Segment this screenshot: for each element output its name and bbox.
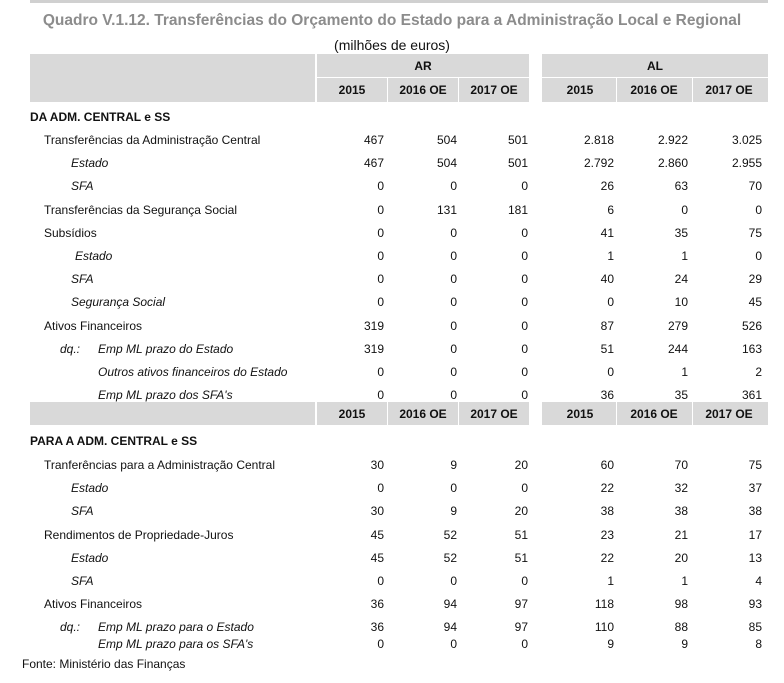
table-cell: 504: [436, 133, 457, 147]
table-cell: 0: [521, 295, 528, 309]
row-label: Transferências da Segurança Social: [44, 203, 237, 217]
table-cell: 1: [607, 249, 614, 263]
table-cell: 6: [607, 203, 614, 217]
source-note: Fonte: Ministério das Finanças: [22, 657, 186, 671]
table-cell: 0: [521, 365, 528, 379]
table-cell: 45: [370, 551, 384, 565]
table-cell: 0: [377, 272, 384, 286]
table-cell: 45: [370, 528, 384, 542]
table-cell: 26: [600, 179, 614, 193]
table-cell: 32: [674, 481, 688, 495]
table-cell: 60: [600, 458, 614, 472]
row-label: Estado: [71, 551, 109, 565]
table-cell: 10: [674, 295, 688, 309]
header-separator: [616, 78, 617, 102]
table-cell: 41: [600, 226, 614, 240]
table-cell: 0: [450, 365, 457, 379]
table-cell: 30: [370, 458, 384, 472]
row-label: Tranferências para a Administração Central: [44, 458, 275, 472]
table-cell: 467: [363, 133, 384, 147]
table-cell: 131: [436, 203, 457, 217]
table-cell: 97: [514, 620, 528, 634]
table-cell: 0: [450, 295, 457, 309]
table-title: Quadro V.1.12. Transferências do Orçamento do Estado para a Administração Local e Regional: [42, 12, 742, 29]
header-rule: [542, 77, 768, 78]
row-label: Emp ML prazo para o Estado: [98, 620, 254, 634]
table-cell: 501: [507, 133, 528, 147]
row-label: Rendimentos de Propriedade-Juros: [44, 528, 234, 542]
table-cell: 181: [507, 203, 528, 217]
table-cell: 23: [600, 528, 614, 542]
table-cell: 0: [450, 179, 457, 193]
year-header: 2015: [338, 407, 366, 421]
table-cell: 24: [674, 272, 688, 286]
row-label: Estado: [71, 156, 109, 170]
year-header: 2016 OE: [630, 83, 678, 97]
table-cell: 0: [755, 203, 762, 217]
table-cell: 1: [681, 249, 688, 263]
year-header: 2016 OE: [399, 407, 447, 421]
table-cell: 9: [681, 637, 688, 651]
table-cell: 36: [370, 620, 384, 634]
table-cell: 1: [681, 574, 688, 588]
year-header: 2016 OE: [630, 407, 678, 421]
table-cell: 98: [674, 597, 688, 611]
table-cell: 0: [450, 272, 457, 286]
section-heading-da: DA ADM. CENTRAL e SS: [30, 110, 171, 124]
row-prefix: dq.:: [60, 342, 81, 356]
table-cell: 93: [748, 597, 762, 611]
table-cell: 0: [521, 342, 528, 356]
table-cell: 9: [450, 458, 457, 472]
unit-caption: (milhões de euros): [334, 37, 450, 53]
table-cell: 8: [755, 637, 762, 651]
table-cell: 9: [607, 637, 614, 651]
table-cell: 9: [450, 504, 457, 518]
group-header-al: AL: [647, 59, 663, 73]
table-cell: 29: [748, 272, 762, 286]
table-cell: 2.955: [731, 156, 762, 170]
table-cell: 70: [748, 179, 762, 193]
row-label: Emp ML prazo do Estado: [98, 342, 234, 356]
table-cell: 51: [600, 342, 614, 356]
table-cell: 501: [507, 156, 528, 170]
year-header: 2016 OE: [399, 83, 447, 97]
table-cell: 2: [755, 365, 762, 379]
top-rule: [30, 0, 768, 3]
table-cell: 1: [607, 574, 614, 588]
table-cell: 0: [521, 388, 528, 402]
row-label: Subsídios: [44, 226, 97, 240]
table-cell: 0: [450, 226, 457, 240]
row-prefix: dq.:: [60, 620, 81, 634]
table-cell: 30: [370, 504, 384, 518]
row-label: Estado: [75, 249, 113, 263]
table-cell: 0: [377, 637, 384, 651]
row-label: Ativos Financeiros: [44, 319, 143, 333]
table-cell: 38: [674, 504, 688, 518]
table-cell: 244: [667, 342, 688, 356]
table-cell: 279: [667, 319, 688, 333]
table-cell: 38: [600, 504, 614, 518]
row-label: Emp ML prazo para os SFA's: [98, 637, 254, 651]
table-cell: 0: [377, 226, 384, 240]
table-cell: 0: [450, 388, 457, 402]
table-cell: 94: [443, 620, 457, 634]
table-cell: 0: [681, 203, 688, 217]
table-cell: 0: [521, 481, 528, 495]
table-cell: 21: [674, 528, 688, 542]
table-cell: 0: [450, 342, 457, 356]
table-cell: 63: [674, 179, 688, 193]
table-cell: 0: [521, 249, 528, 263]
row-label: Transferências da Administração Central: [44, 133, 261, 147]
table-cell: 20: [674, 551, 688, 565]
table-cell: 0: [521, 179, 528, 193]
table-cell: 319: [363, 319, 384, 333]
table-cell: 51: [514, 528, 528, 542]
table-cell: 0: [755, 249, 762, 263]
table-cell: 20: [514, 458, 528, 472]
table-cell: 51: [514, 551, 528, 565]
table-cell: 0: [521, 637, 528, 651]
table-cell: 36: [600, 388, 614, 402]
table-cell: 0: [521, 574, 528, 588]
row-label: Emp ML prazo dos SFA's: [98, 388, 233, 402]
table-cell: 13: [748, 551, 762, 565]
year-header: 2017 OE: [470, 407, 518, 421]
table-cell: 0: [450, 574, 457, 588]
year-header: 2017 OE: [705, 83, 753, 97]
table-cell: 2.860: [657, 156, 688, 170]
table-cell: 0: [377, 388, 384, 402]
table-cell: 2.818: [583, 133, 614, 147]
table-cell: 52: [443, 528, 457, 542]
table-cell: 4: [755, 574, 762, 588]
table-cell: 0: [450, 481, 457, 495]
year-header: 2015: [566, 83, 594, 97]
row-label: Outros ativos financeiros do Estado: [98, 365, 288, 379]
table-cell: 38: [748, 504, 762, 518]
section-heading-para: PARA A ADM. CENTRAL e SS: [30, 434, 198, 448]
row-label: Ativos Financeiros: [44, 597, 143, 611]
table-cell: 0: [377, 481, 384, 495]
header-separator: [692, 402, 693, 425]
table-cell: 52: [443, 551, 457, 565]
table-cell: 20: [514, 504, 528, 518]
table-cell: 0: [607, 365, 614, 379]
table-cell: 35: [674, 388, 688, 402]
row-label: SFA: [71, 179, 94, 193]
table-cell: 22: [600, 551, 614, 565]
table-cell: 118: [594, 597, 614, 611]
row-label: Estado: [71, 481, 109, 495]
table-cell: 0: [377, 365, 384, 379]
table-cell: 35: [674, 226, 688, 240]
header-separator: [616, 402, 617, 425]
table-cell: 40: [600, 272, 614, 286]
table-cell: 0: [450, 637, 457, 651]
table-cell: 0: [607, 295, 614, 309]
table-cell: 526: [741, 319, 762, 333]
table-cell: 85: [748, 620, 762, 634]
table-cell: 0: [521, 226, 528, 240]
table-cell: 70: [674, 458, 688, 472]
row-label: SFA: [71, 504, 94, 518]
table-cell: 504: [436, 156, 457, 170]
table-cell: 0: [377, 295, 384, 309]
year-header: 2017 OE: [705, 407, 753, 421]
table-cell: 87: [600, 319, 614, 333]
row-label: SFA: [71, 574, 94, 588]
table-cell: 0: [377, 249, 384, 263]
table-cell: 45: [748, 295, 762, 309]
year-header: 2015: [566, 407, 594, 421]
table-cell: 1: [681, 365, 688, 379]
table-cell: 0: [450, 319, 457, 333]
header-rule: [317, 77, 529, 78]
table-cell: 0: [521, 272, 528, 286]
table-cell: 0: [377, 574, 384, 588]
table-cell: 0: [450, 249, 457, 263]
table-cell: 75: [748, 226, 762, 240]
header-separator: [692, 78, 693, 102]
group-header-ar: AR: [414, 59, 432, 73]
table-cell: 2.792: [583, 156, 614, 170]
table-cell: 0: [377, 179, 384, 193]
year-header: 2015: [338, 83, 366, 97]
table-cell: 0: [377, 203, 384, 217]
table-cell: 36: [370, 597, 384, 611]
header-separator: [529, 54, 542, 102]
year-header: 2017 OE: [470, 83, 518, 97]
table-cell: 319: [363, 342, 384, 356]
row-label: Segurança Social: [71, 295, 166, 309]
table-cell: 0: [521, 319, 528, 333]
table-cell: 75: [748, 458, 762, 472]
table-cell: 17: [748, 528, 762, 542]
table-cell: 2.922: [657, 133, 688, 147]
table-cell: 3.025: [731, 133, 762, 147]
table-cell: 110: [594, 620, 614, 634]
table-cell: 97: [514, 597, 528, 611]
row-label: SFA: [71, 272, 94, 286]
table-cell: 163: [741, 342, 762, 356]
table-cell: 467: [363, 156, 384, 170]
table-cell: 94: [443, 597, 457, 611]
table-cell: 88: [674, 620, 688, 634]
table-cell: 361: [741, 388, 762, 402]
table-cell: 37: [748, 481, 762, 495]
header-separator: [529, 402, 542, 425]
table-cell: 22: [600, 481, 614, 495]
